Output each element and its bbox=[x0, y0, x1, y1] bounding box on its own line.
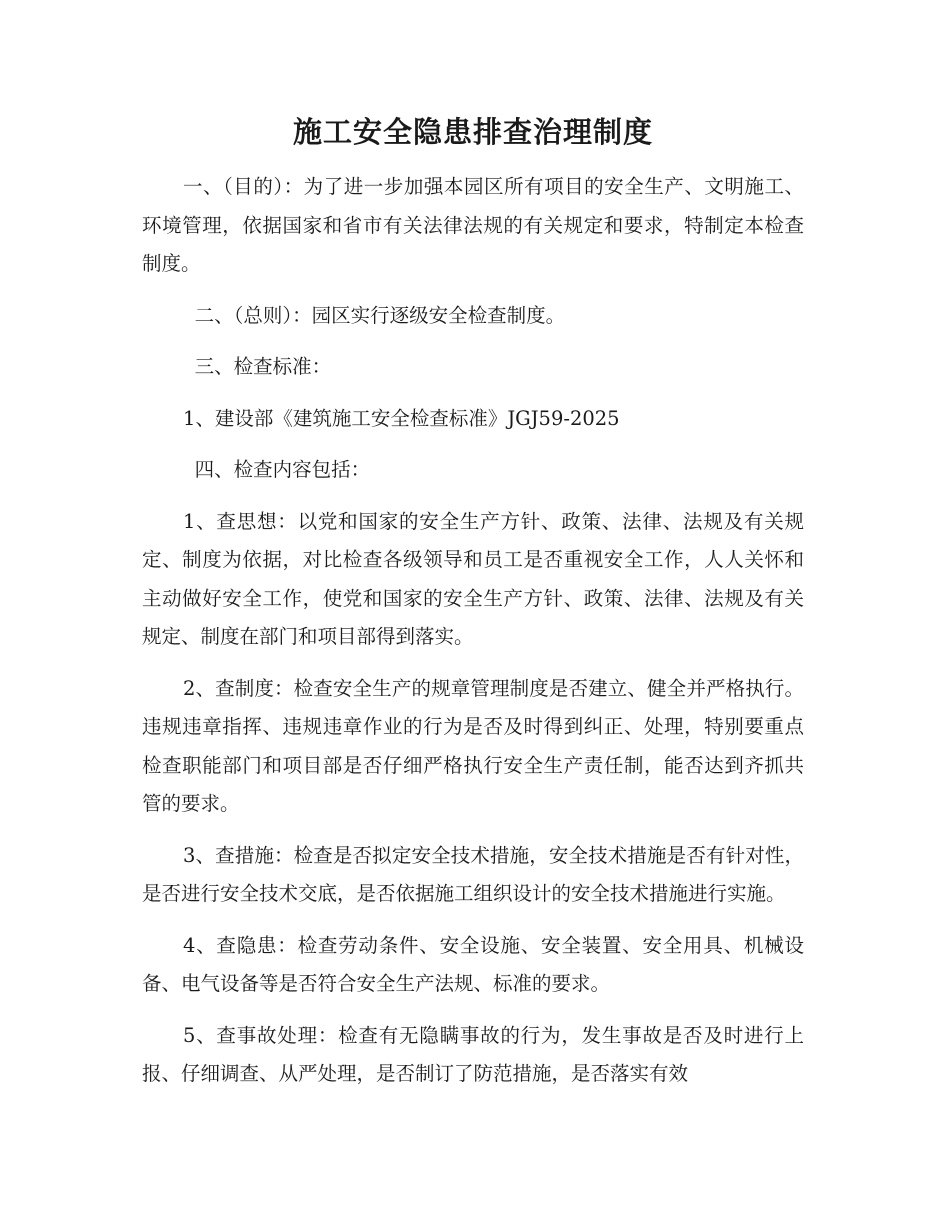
paragraph-content-heading: 四、检查内容包括： bbox=[194, 458, 371, 481]
document-title: 施工安全隐患排查治理制度 bbox=[292, 115, 653, 149]
paragraph-check-hazards: 4、查隐患：检查劳动条件、安全设施、安全装置、安全用具、机械设备、电气设备等是否符合安全生产法规、标准的要求。 bbox=[142, 933, 804, 995]
paragraph-general: 二、（总则）：园区实行逐级安全检查制度。 bbox=[194, 303, 566, 327]
paragraph-purpose: 一、（目的）：为了进一步加强本园区所有项目的安全生产、文明施工、环境管理，依据国家和省市有关法律法规的有关规定和要求，特制定本检查制度。 bbox=[142, 175, 804, 275]
paragraph-standard-heading: 三、检查标准： bbox=[194, 355, 332, 378]
paragraph-check-system: 2、查制度：检查安全生产的规章管理制度是否建立、健全并严格执行。违规违章指挥、违规违章作业的行为是否及时得到纠正、处理，特别要重点检查职能部门和项目部是否仔细严格执行安全生产责任制，能否达到齐抓共管的要求。 bbox=[142, 676, 804, 815]
paragraph-check-measures: 3、查措施：检查是否拟定安全技术措施，安全技术措施是否有针对性，是否进行安全技术交底，是否依据施工组织设计的安全技术措施进行实施。 bbox=[142, 843, 804, 905]
paragraph-check-thought: 1、查思想：以党和国家的安全生产方针、政策、法律、法规及有关规定、制度为依据，对比检查各级领导和员工是否重视安全工作，人人关怀和主动做好安全工作，使党和国家的安全生产方针、政策、法律、法规及有关规定、制度在部门和项目部得到落实。 bbox=[142, 509, 804, 648]
paragraph-check-accidents: 5、查事故处理：检查有无隐瞒事故的行为，发生事故是否及时进行上报、仔细调查、从严处理，是否制订了防范措施，是否落实有效 bbox=[142, 1023, 804, 1085]
paragraph-standard-item: 1、建设部《建筑施工安全检查标准》JGJ59-2025 bbox=[182, 406, 620, 430]
